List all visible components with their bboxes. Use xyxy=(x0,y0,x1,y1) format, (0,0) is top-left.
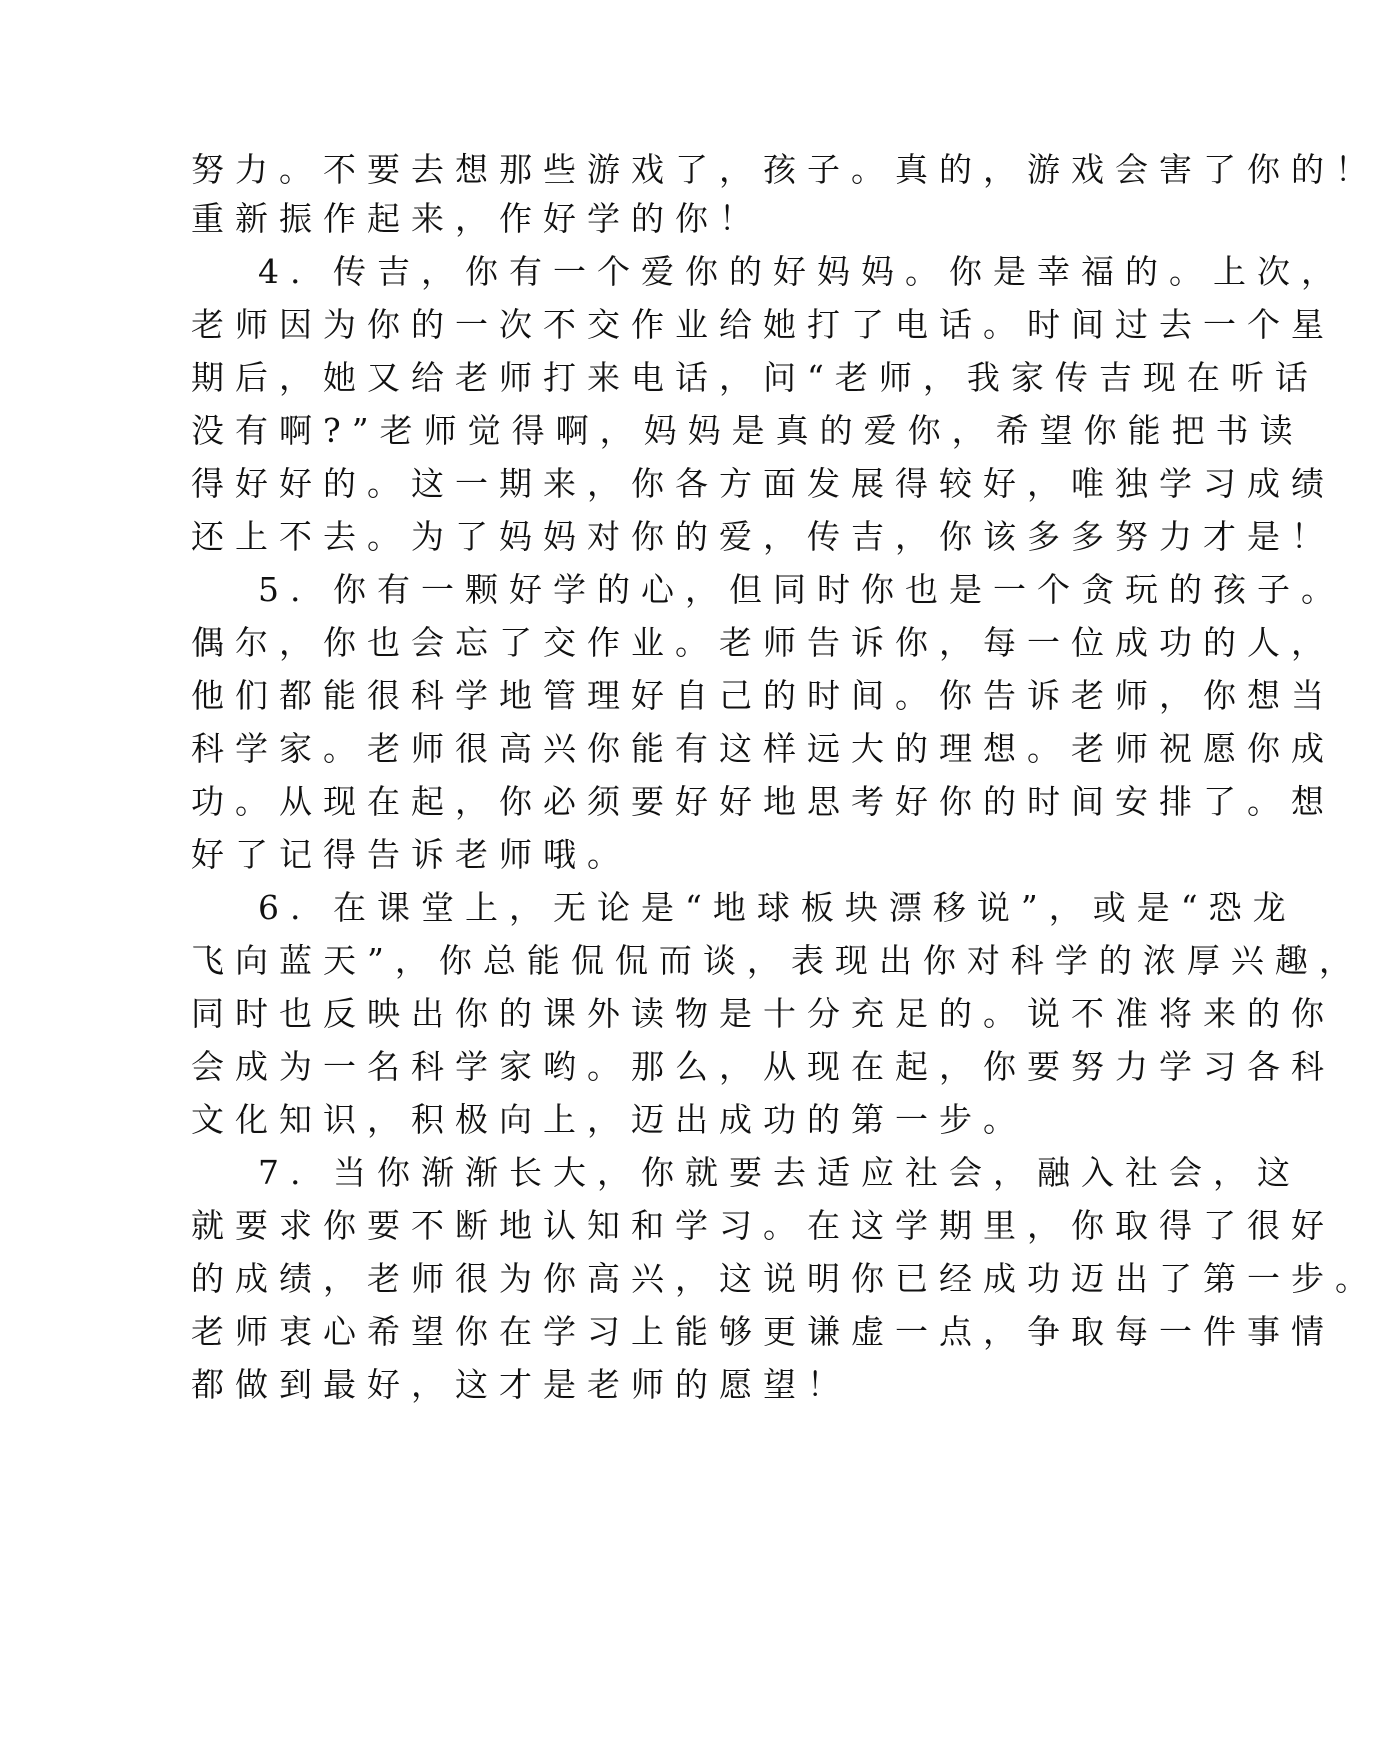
text-line: 的成绩，老师很为你高兴，这说明你已经成功迈出了第一步。 xyxy=(191,1259,1379,1298)
text-line: 好了记得告诉老师哦。 xyxy=(191,835,631,874)
text-line: 努力。不要去想那些游戏了，孩子。真的，游戏会害了你的！ xyxy=(191,150,1379,189)
paragraph-5-first-line: 5. 你有一颗好学的心，但同时你也是一个贪玩的孩子。 xyxy=(258,570,1345,609)
text-line: 得好好的。这一期来，你各方面发展得较好，唯独学习成绩 xyxy=(191,464,1335,503)
text-line: 他们都能很科学地管理好自己的时间。你告诉老师，你想当 xyxy=(191,676,1335,715)
text-line: 同时也反映出你的课外读物是十分充足的。说不准将来的你 xyxy=(191,994,1335,1033)
text-line: 期后，她又给老师打来电话，问“老师，我家传吉现在听话 xyxy=(191,358,1319,397)
text-line: 就要求你要不断地认知和学习。在这学期里，你取得了很好 xyxy=(191,1206,1335,1245)
text-line: 功。从现在起，你必须要好好地思考好你的时间安排了。想 xyxy=(191,782,1335,821)
text-line: 重新振作起来，作好学的你！ xyxy=(191,199,763,238)
text-line: 都做到最好，这才是老师的愿望！ xyxy=(191,1365,851,1404)
text-line: 偶尔，你也会忘了交作业。老师告诉你，每一位成功的人， xyxy=(191,623,1335,662)
text-line: 科学家。老师很高兴你能有这样远大的理想。老师祝愿你成 xyxy=(191,729,1335,768)
text-line: 还上不去。为了妈妈对你的爱，传吉，你该多多努力才是！ xyxy=(191,517,1335,556)
paragraph-6-first-line: 6. 在课堂上，无论是“地球板块漂移说”，或是“恐龙 xyxy=(258,888,1297,927)
text-line: 飞向蓝天”，你总能侃侃而谈，表现出你对科学的浓厚兴趣， xyxy=(191,941,1363,980)
paragraph-4-first-line: 4. 传吉，你有一个爱你的好妈妈。你是幸福的。上次， xyxy=(258,252,1345,291)
paragraph-7-first-line: 7. 当你渐渐长大，你就要去适应社会，融入社会，这 xyxy=(258,1153,1301,1192)
text-line: 文化知识，积极向上，迈出成功的第一步。 xyxy=(191,1100,1027,1139)
text-line: 会成为一名科学家哟。那么，从现在起，你要努力学习各科 xyxy=(191,1047,1335,1086)
text-line: 老师衷心希望你在学习上能够更谦虚一点，争取每一件事情 xyxy=(191,1312,1335,1351)
text-line: 老师因为你的一次不交作业给她打了电话。时间过去一个星 xyxy=(191,305,1335,344)
text-line: 没有啊?”老师觉得啊，妈妈是真的爱你，希望你能把书读 xyxy=(191,411,1304,450)
